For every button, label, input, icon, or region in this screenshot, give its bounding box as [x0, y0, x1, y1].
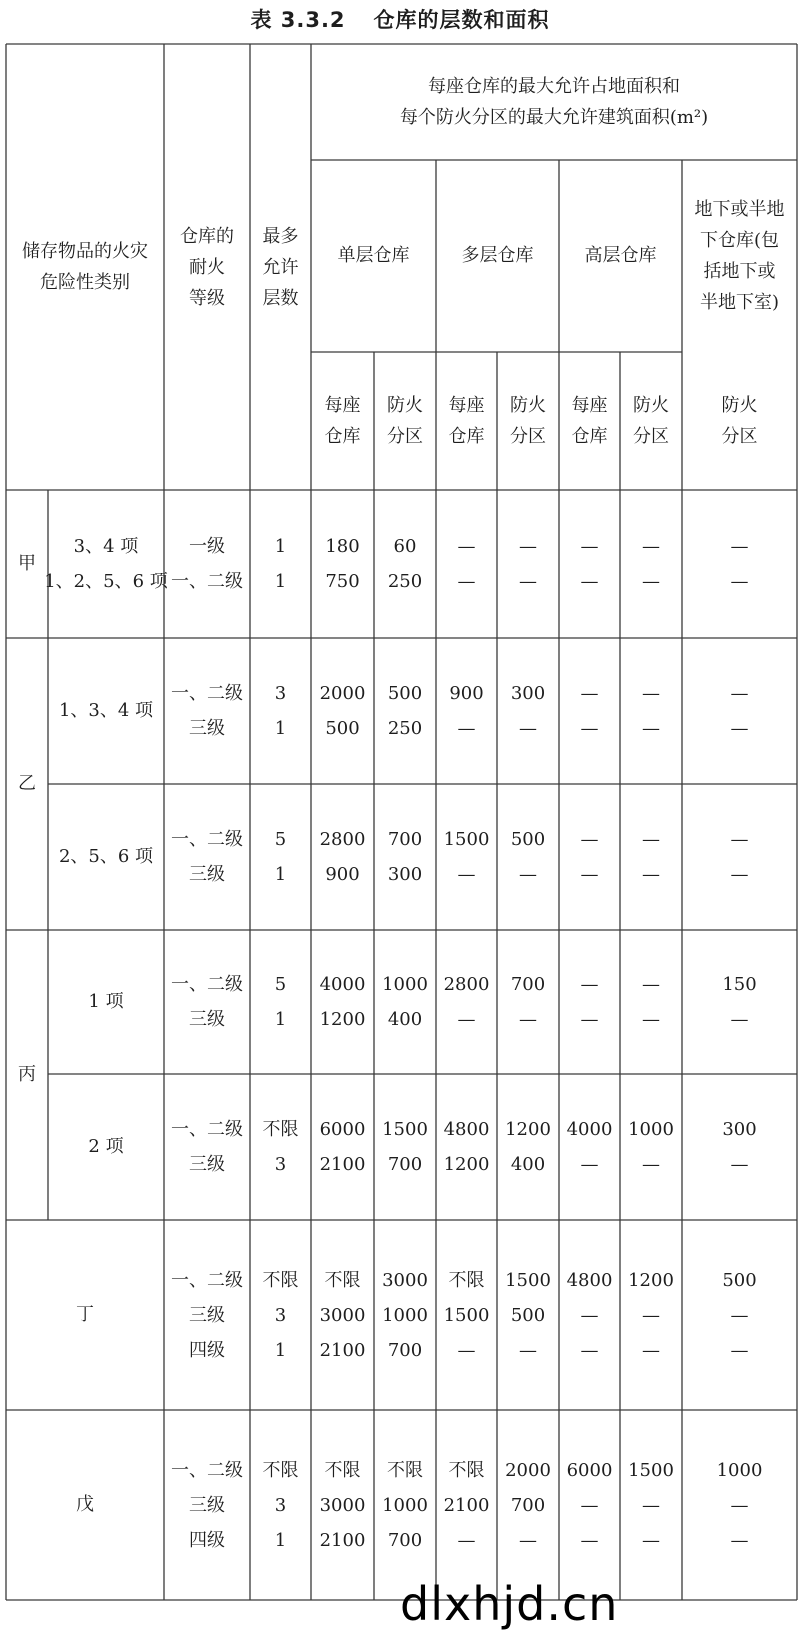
cell-value: 仓库	[571, 426, 608, 447]
cell-value: —	[642, 1009, 660, 1030]
cell-value: 1	[274, 571, 287, 592]
cell-value: 防火	[721, 395, 758, 416]
cell-value: 700	[510, 974, 546, 995]
cell-value: 750	[325, 571, 360, 592]
cell-value: 500	[325, 718, 360, 739]
cell-value: —	[519, 536, 537, 557]
cell-value: 一、二级	[171, 571, 243, 592]
cell-value: 1500	[443, 1304, 490, 1326]
cell-value: 不限	[262, 1459, 299, 1481]
cell-value: 500	[722, 1269, 757, 1291]
cell-value: 3	[274, 1304, 287, 1326]
cell-value: —	[580, 571, 599, 592]
cell-value: —	[457, 1009, 476, 1030]
cell-value: —	[580, 1154, 599, 1175]
cell-value: —	[580, 536, 599, 557]
cell-value: 1500	[505, 1269, 551, 1291]
header-max-floors	[250, 44, 311, 490]
cell-value: 地下或半地	[694, 199, 785, 220]
ding-high-zone	[620, 1220, 682, 1410]
bing2-high-zone	[620, 1074, 682, 1220]
cell-value: —	[642, 864, 660, 885]
cell-value: —	[457, 1529, 476, 1551]
cell-value: 储存物品的火灾	[22, 241, 148, 262]
cell-value: 3000	[382, 1269, 428, 1291]
cell-value: 分区	[721, 426, 758, 447]
cell-value: 2100	[319, 1529, 366, 1551]
header-single-per-building	[311, 352, 374, 490]
cell-value: 300	[722, 1119, 757, 1140]
cell-value: 四级	[189, 1339, 225, 1361]
cell-value: 甲	[18, 553, 36, 574]
cell-value: —	[642, 718, 660, 739]
header-single-per-zone	[374, 352, 436, 490]
cell-value: 700	[387, 1529, 423, 1551]
cell-value: 1200	[319, 1009, 366, 1030]
cell-value: 500	[510, 1304, 546, 1326]
jia-underground-zone	[682, 490, 797, 638]
cell-value: 1500	[382, 1119, 428, 1140]
cell-value: —	[457, 536, 476, 557]
wu-multi-building	[436, 1410, 497, 1600]
yi2-multi-zone	[497, 784, 559, 930]
cell-value: 1	[274, 1339, 287, 1361]
yi1-multi-building	[436, 638, 497, 784]
bing2-multi-zone	[497, 1074, 559, 1220]
cell-value: 1	[274, 718, 287, 739]
cell-value: 150	[722, 974, 757, 995]
bing1-high-building	[559, 930, 620, 1074]
cell-value: 四级	[189, 1529, 225, 1551]
cell-value: 700	[387, 829, 423, 850]
cell-value: —	[642, 536, 660, 557]
yi2-multi-building	[436, 784, 497, 930]
yi1-multi-zone	[497, 638, 559, 784]
cell-value: 防火	[387, 395, 423, 416]
cell-value: —	[580, 683, 599, 704]
cell-value: 三级	[189, 1154, 225, 1175]
cell-value: 2 项	[88, 1136, 124, 1157]
cell-value: —	[642, 1494, 660, 1516]
cell-value: 单层仓库	[337, 245, 410, 266]
yi1-item	[48, 638, 164, 784]
cell-value: 危险性类别	[40, 272, 130, 293]
header-single-storey	[311, 160, 436, 352]
cell-value: 250	[387, 718, 423, 739]
group-label-ding	[6, 1220, 164, 1410]
cell-value: 丁	[76, 1304, 94, 1325]
bing2-single-zone	[374, 1074, 436, 1220]
bing2-floors	[250, 1074, 311, 1220]
cell-value: 700	[510, 1494, 546, 1516]
yi1-high-building	[559, 638, 620, 784]
cell-value: —	[519, 718, 537, 739]
cell-value: 900	[325, 864, 360, 885]
cell-value: 仓库	[324, 426, 361, 447]
yi1-single-building	[311, 638, 374, 784]
cell-value: 不限	[387, 1459, 423, 1481]
ding-multi-zone	[497, 1220, 559, 1410]
cell-value: —	[730, 1529, 749, 1551]
cell-value: —	[580, 864, 599, 885]
cell-value: —	[730, 1154, 749, 1175]
cell-value: 一、二级	[171, 683, 243, 704]
cell-value: —	[642, 571, 660, 592]
bing2-high-building	[559, 1074, 620, 1220]
ding-high-building	[559, 1220, 620, 1410]
jia-multi-zone	[497, 490, 559, 638]
header-multi-per-building	[436, 352, 497, 490]
cell-value: 一、二级	[171, 974, 243, 995]
cell-value: 300	[510, 683, 546, 704]
table-number: 表 3.3.2	[250, 8, 346, 32]
cell-value: 4000	[319, 974, 366, 995]
cell-value: 1000	[382, 974, 428, 995]
bing1-high-zone	[620, 930, 682, 1074]
group-label-yi	[6, 638, 48, 930]
cell-value: 括地下或	[703, 261, 776, 282]
cell-value: 分区	[510, 426, 546, 447]
cell-value: —	[642, 974, 660, 995]
cell-value: 1 项	[88, 991, 124, 1012]
cell-value: —	[730, 864, 749, 885]
cell-value: —	[730, 829, 749, 850]
cell-value: 3、4 项	[73, 536, 139, 557]
bing2-item	[48, 1074, 164, 1220]
cell-value: 不限	[262, 1269, 299, 1291]
bing2-multi-building	[436, 1074, 497, 1220]
cell-value: 允许	[262, 256, 299, 278]
group-label-wu	[6, 1410, 164, 1600]
cell-value: 一、二级	[171, 1269, 243, 1291]
cell-value: 每座	[324, 395, 361, 416]
cell-value: 1、2、5、6 项	[44, 571, 168, 592]
cell-value: 最多	[262, 225, 299, 247]
cell-value: 1	[274, 864, 287, 885]
jia-floors	[250, 490, 311, 638]
jia-items	[44, 490, 168, 638]
ding-multi-building	[436, 1220, 497, 1410]
cell-value: 三级	[189, 1009, 225, 1030]
cell-value: 每座	[571, 395, 608, 416]
yi2-item	[48, 784, 164, 930]
yi1-single-zone	[374, 638, 436, 784]
cell-value: —	[642, 1529, 660, 1551]
header-high-per-zone	[620, 352, 682, 490]
yi2-rating	[164, 784, 250, 930]
header-fire-rating	[164, 44, 250, 490]
yi2-single-building	[311, 784, 374, 930]
header-underground	[682, 160, 797, 352]
ding-underground-zone	[682, 1220, 797, 1410]
cell-value: —	[730, 1339, 749, 1361]
cell-value: —	[519, 864, 537, 885]
cell-value: 3	[274, 1494, 287, 1516]
cell-value: —	[519, 571, 537, 592]
watermark: dlxhjd.cn	[400, 1577, 619, 1631]
jia-rating	[164, 490, 250, 638]
cell-value: 三级	[189, 1304, 225, 1326]
group-label-jia	[6, 490, 48, 638]
cell-value: 6000	[566, 1459, 613, 1481]
cell-value: 1500	[628, 1459, 674, 1481]
cell-value: 4800	[443, 1119, 490, 1140]
cell-value: —	[519, 1529, 537, 1551]
yi2-high-zone	[620, 784, 682, 930]
cell-value: 4800	[566, 1269, 613, 1291]
cell-value: 半地下室)	[699, 292, 780, 313]
cell-value: 3	[274, 683, 287, 704]
cell-value: —	[580, 1529, 599, 1551]
ding-single-zone	[374, 1220, 436, 1410]
cell-value: 180	[325, 536, 360, 557]
cell-value: —	[580, 974, 599, 995]
cell-value: 1200	[443, 1154, 490, 1175]
cell-value: —	[580, 1009, 599, 1030]
cell-value: 等级	[189, 287, 225, 309]
header-high-rise	[559, 160, 682, 352]
yi2-floors	[250, 784, 311, 930]
cell-value: 1	[274, 536, 287, 557]
header-multi-per-zone	[497, 352, 559, 490]
wu-floors	[250, 1410, 311, 1600]
wu-rating	[164, 1410, 250, 1600]
cell-value: —	[642, 1304, 660, 1326]
cell-value: 一、二级	[171, 1119, 243, 1140]
cell-value: —	[580, 1304, 599, 1326]
jia-multi-building	[436, 490, 497, 638]
header-area-group	[311, 44, 797, 160]
wu-high-building	[559, 1410, 620, 1600]
ding-single-building	[311, 1220, 374, 1410]
cell-value: 防火	[510, 395, 546, 416]
cell-value: 2100	[443, 1494, 490, 1516]
cell-value: 3000	[319, 1494, 366, 1516]
cell-value: 1200	[628, 1269, 674, 1291]
cell-value: —	[519, 1009, 537, 1030]
cell-value: 一级	[189, 536, 225, 557]
cell-value: 1、3、4 项	[58, 700, 154, 721]
wu-underground-zone	[682, 1410, 797, 1600]
cell-value: 400	[387, 1009, 423, 1030]
jia-single-zone	[374, 490, 436, 638]
cell-value: 1500	[443, 829, 490, 850]
cell-value: 分区	[387, 426, 423, 447]
bing1-single-zone	[374, 930, 436, 1074]
cell-value: —	[642, 1339, 660, 1361]
cell-value: 500	[510, 829, 546, 850]
cell-value: 2000	[505, 1459, 551, 1481]
cell-value: —	[519, 1339, 537, 1361]
cell-value: 仓库的	[180, 225, 234, 247]
bing2-rating	[164, 1074, 250, 1220]
yi2-high-building	[559, 784, 620, 930]
cell-value: —	[730, 536, 749, 557]
cell-value: 乙	[18, 773, 36, 794]
cell-value: 下仓库(包	[699, 230, 780, 251]
cell-value: 300	[387, 864, 423, 885]
cell-value: 多层仓库	[461, 245, 534, 266]
cell-value: 400	[510, 1154, 546, 1175]
cell-value: —	[730, 683, 749, 704]
cell-value: 每个防火分区的最大允许建筑面积(m²)	[399, 107, 709, 128]
cell-value: —	[642, 829, 660, 850]
cell-value: 耐火	[189, 256, 225, 278]
cell-value: —	[457, 864, 476, 885]
yi1-rating	[164, 638, 250, 784]
cell-value: 2、5、6 项	[58, 846, 154, 867]
bing2-underground-zone	[682, 1074, 797, 1220]
cell-value: 层数	[262, 287, 299, 309]
cell-value: 2100	[319, 1154, 366, 1175]
cell-value: —	[642, 1154, 660, 1175]
cell-value: 1200	[505, 1119, 551, 1140]
bing1-multi-zone	[497, 930, 559, 1074]
cell-value: 三级	[189, 718, 225, 739]
cell-value: —	[730, 1009, 749, 1030]
jia-high-zone	[620, 490, 682, 638]
cell-value: 1	[274, 1009, 287, 1030]
cell-value: 高层仓库	[584, 245, 657, 266]
cell-value: 不限	[448, 1459, 485, 1481]
cell-value: 丙	[18, 1064, 36, 1085]
cell-value: 500	[387, 683, 423, 704]
cell-value: 3	[274, 1154, 287, 1175]
wu-multi-zone	[497, 1410, 559, 1600]
bing1-underground-zone	[682, 930, 797, 1074]
cell-value: 3000	[319, 1304, 366, 1326]
jia-single-building	[311, 490, 374, 638]
cell-value: 2800	[443, 974, 490, 995]
header-multi-storey	[436, 160, 559, 352]
cell-value: —	[580, 1339, 599, 1361]
cell-value: —	[580, 829, 599, 850]
cell-value: 三级	[189, 864, 225, 885]
cell-value: —	[580, 1494, 599, 1516]
cell-value: 700	[387, 1154, 423, 1175]
cell-value: 2100	[319, 1339, 366, 1361]
cell-value: —	[730, 1304, 749, 1326]
wu-single-zone	[374, 1410, 436, 1600]
cell-value: 1000	[382, 1304, 428, 1326]
cell-value: 防火	[633, 395, 669, 416]
yi1-underground-zone	[682, 638, 797, 784]
cell-value: 三级	[189, 1494, 225, 1516]
cell-value: —	[457, 1339, 476, 1361]
table-title-text: 仓库的层数和面积	[373, 8, 550, 32]
cell-value: 1000	[628, 1119, 674, 1140]
cell-value: 不限	[262, 1119, 299, 1140]
cell-value: 700	[387, 1339, 423, 1361]
bing1-floors	[250, 930, 311, 1074]
wu-high-zone	[620, 1410, 682, 1600]
cell-value: 1000	[382, 1494, 428, 1516]
cell-value: —	[457, 571, 476, 592]
cell-value: —	[642, 683, 660, 704]
ding-rating	[164, 1220, 250, 1410]
cell-value: 250	[387, 571, 423, 592]
bing2-single-building	[311, 1074, 374, 1220]
bing1-item	[48, 930, 164, 1074]
cell-value: 每座仓库的最大允许占地面积和	[428, 76, 680, 97]
cell-value: 6000	[319, 1119, 366, 1140]
cell-value: 1	[274, 1529, 287, 1551]
wu-single-building	[311, 1410, 374, 1600]
header-high-per-building	[559, 352, 620, 490]
cell-value: 900	[449, 683, 484, 704]
cell-value: —	[730, 571, 749, 592]
bing1-rating	[164, 930, 250, 1074]
yi2-underground-zone	[682, 784, 797, 930]
ding-floors	[250, 1220, 311, 1410]
yi1-high-zone	[620, 638, 682, 784]
jia-high-building	[559, 490, 620, 638]
bing1-multi-building	[436, 930, 497, 1074]
cell-value: 不限	[324, 1269, 361, 1291]
cell-value: 每座	[448, 395, 485, 416]
cell-value: 一、二级	[171, 829, 243, 850]
cell-value: 不限	[448, 1269, 485, 1291]
cell-value: —	[730, 1494, 749, 1516]
cell-value: —	[457, 718, 476, 739]
cell-value: 一、二级	[171, 1459, 243, 1481]
cell-value: 仓库	[448, 426, 485, 447]
cell-value: 5	[274, 974, 287, 995]
cell-value: —	[580, 718, 599, 739]
cell-value: 60	[393, 536, 417, 557]
cell-value: 2800	[319, 829, 366, 850]
bing1-single-building	[311, 930, 374, 1074]
cell-value: 5	[274, 829, 287, 850]
yi2-single-zone	[374, 784, 436, 930]
yi1-floors	[250, 638, 311, 784]
cell-value: 戊	[76, 1494, 94, 1515]
cell-value: 不限	[324, 1459, 361, 1481]
cell-value: 4000	[566, 1119, 613, 1140]
header-category	[6, 44, 164, 490]
header-underground-per-zone	[682, 352, 797, 490]
cell-value: 1000	[716, 1459, 763, 1481]
group-label-bing	[6, 930, 48, 1220]
cell-value: 分区	[633, 426, 669, 447]
cell-value: 2000	[319, 683, 366, 704]
cell-value: —	[730, 718, 749, 739]
